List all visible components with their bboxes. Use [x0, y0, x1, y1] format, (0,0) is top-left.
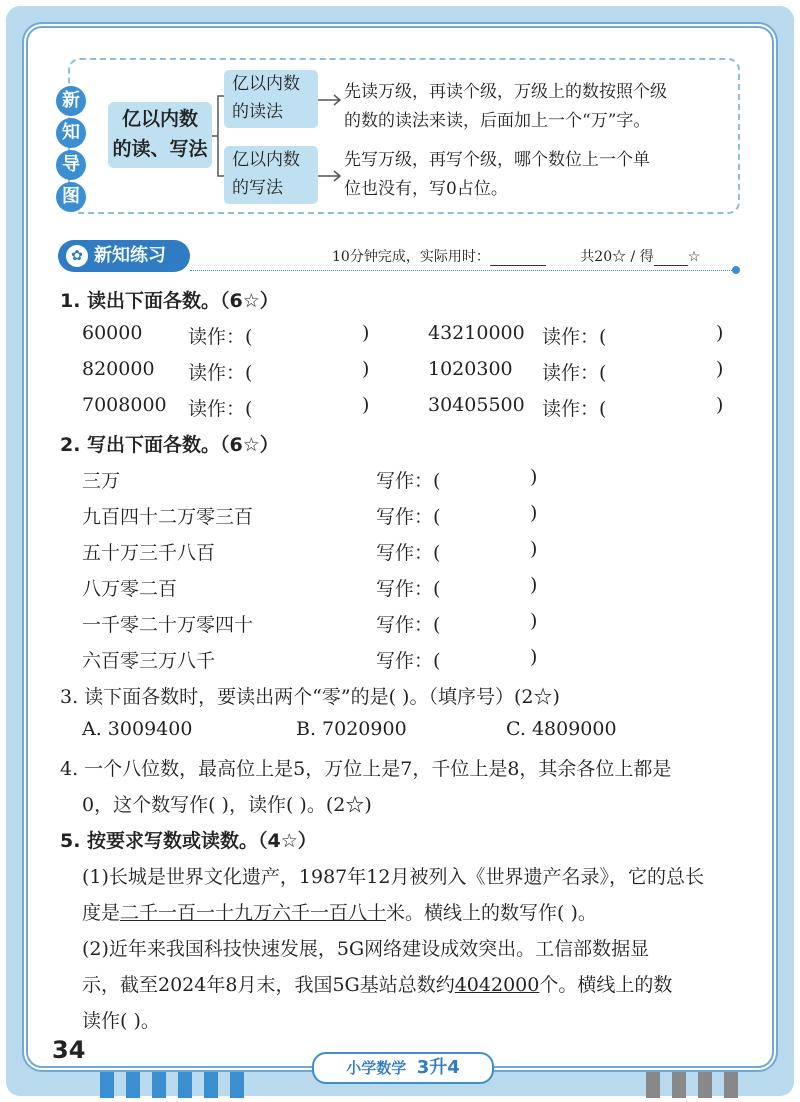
q2-write-label: 写作：(: [376, 542, 441, 564]
q2-close: ): [530, 538, 538, 560]
map-read-desc: [344, 78, 724, 136]
map-read-topic: [224, 70, 318, 128]
q3-option-b[interactable]: B. 7020900: [296, 718, 407, 740]
footer-stripe: [698, 1072, 712, 1098]
label-char: 知: [56, 118, 86, 148]
q5-p2-post: 个。横线上的数: [539, 974, 673, 996]
q1-number: 820000: [82, 358, 155, 380]
timer-line: [332, 246, 700, 266]
q2-close: ): [530, 610, 538, 632]
q3-title: 3. 读下面各数时，要读出两个“零”的是( )。（填序号）(2☆): [60, 686, 560, 708]
map-sub-line: 的读法: [232, 102, 283, 122]
desc-line: 的数的读法来读，后面加上一个“万”字。: [344, 111, 651, 131]
footer-stripe: [152, 1072, 166, 1098]
timer-text: 10分钟完成，实际用时：: [332, 249, 490, 265]
map-main-line: 的读、写法: [112, 138, 208, 160]
q1-number: 43210000: [428, 322, 525, 344]
q2-write-label: 写作：(: [376, 614, 441, 636]
footer-stripe: [724, 1072, 738, 1098]
map-write-topic: [224, 146, 318, 204]
q2-close: ): [530, 466, 538, 488]
q2-close: ): [530, 574, 538, 596]
q1-read-label: 读作：(: [542, 398, 607, 420]
time-blank[interactable]: [490, 265, 546, 266]
map-sub-line: 的写法: [232, 178, 283, 198]
divider-dot: [732, 266, 740, 274]
q2-words: 八万零二百: [82, 578, 178, 600]
q5-p2-line2: [82, 970, 672, 997]
q1-read-label: 读作：(: [188, 326, 253, 348]
medal-icon: ✿: [66, 245, 88, 267]
desc-line: 先写万级，再写个级，哪个数位上一个单: [344, 150, 650, 170]
q5-p2-line1: (2)近年来我国科技快速发展，5G网络建设成效突出。工信部数据显: [82, 938, 650, 960]
score-text: 共20☆ / 得: [580, 249, 654, 265]
book-subject: 小学数学: [346, 1059, 407, 1077]
q2-words: 五十万三千八百: [82, 542, 216, 564]
knowledge-map-label: [56, 86, 90, 214]
q2-title: 2. 写出下面各数。（6☆）: [60, 434, 279, 456]
q5-p2-pre: 示，截至2024年8月末，我国5G基站总数约: [82, 974, 455, 996]
map-main-topic: [108, 102, 212, 168]
q4-line2: 0，这个数写作( )，读作( )。(2☆): [82, 794, 372, 816]
q1-read-label: 读作：(: [188, 398, 253, 420]
q2-write-label: 写作：(: [376, 506, 441, 528]
q5-p1-line2: [82, 898, 597, 925]
label-char: 图: [56, 182, 86, 212]
q2-close: ): [530, 646, 538, 668]
q1-close: ): [716, 358, 724, 380]
q1-close: ): [362, 358, 370, 380]
q2-write-label: 写作：(: [376, 650, 441, 672]
book-title: [312, 1052, 494, 1084]
q1-number: 7008000: [82, 394, 167, 416]
q2-close: ): [530, 502, 538, 524]
q5-p1-post: 米。横线上的数写作( )。: [386, 902, 597, 924]
section-divider: [190, 270, 736, 271]
q1-read-label: 读作：(: [542, 362, 607, 384]
map-main-line: 亿以内数: [121, 108, 198, 130]
q4-line1: 4. 一个八位数，最高位上是5，万位上是7，千位上是8，其余各位上都是: [60, 758, 672, 780]
q1-close: ): [716, 394, 724, 416]
footer-stripe: [646, 1072, 660, 1098]
map-write-desc: [344, 146, 724, 204]
q1-number: 1020300: [428, 358, 513, 380]
map-sub-line: 亿以内数: [232, 74, 300, 94]
book-grade: 3升4: [416, 1057, 460, 1078]
section-banner: [58, 240, 190, 272]
section-title: 新知练习: [94, 245, 166, 266]
q1-number: 30405500: [428, 394, 525, 416]
q1-title: 1. 读出下面各数。（6☆）: [60, 290, 279, 312]
footer-stripe: [100, 1072, 114, 1098]
q5-p1-pre: 度是: [82, 902, 121, 924]
footer-stripe: [126, 1072, 140, 1098]
label-char: 新: [56, 86, 86, 116]
q2-words: 一千零二十万零四十: [82, 614, 254, 636]
q5-title: 5. 按要求写数或读数。（4☆）: [60, 830, 317, 852]
q1-read-label: 读作：(: [188, 362, 253, 384]
footer-stripe: [672, 1072, 686, 1098]
label-char: 导: [56, 150, 86, 180]
desc-line: 位也没有，写0占位。: [344, 179, 508, 199]
q2-write-label: 写作：(: [376, 578, 441, 600]
q5-p2-underlined: 4042000: [454, 974, 540, 996]
q3-option-c[interactable]: C. 4809000: [506, 718, 617, 740]
q2-words: 三万: [82, 470, 121, 492]
q1-close: ): [362, 322, 370, 344]
q2-write-label: 写作：(: [376, 470, 441, 492]
desc-line: 先读万级，再读个级，万级上的数按照个级: [344, 82, 667, 102]
footer-stripe: [230, 1072, 244, 1098]
q5-p2-line3: 读作( )。: [82, 1010, 160, 1032]
q1-close: ): [362, 394, 370, 416]
q2-words: 九百四十二万零三百: [82, 506, 254, 528]
q1-read-label: 读作：(: [542, 326, 607, 348]
page-number: 34: [52, 1036, 86, 1064]
q5-p1-line1: (1)长城是世界文化遗产，1987年12月被列入《世界遗产名录》，它的总长: [82, 866, 704, 888]
map-arrows: [318, 92, 344, 182]
footer-stripe: [178, 1072, 192, 1098]
score-blank[interactable]: [654, 265, 688, 266]
q5-p1-underlined: 二千一百一十九万六千一百八十: [120, 902, 387, 924]
q2-words: 六百零三万八千: [82, 650, 216, 672]
footer-stripe: [204, 1072, 218, 1098]
map-sub-line: 亿以内数: [232, 150, 300, 170]
star-icon: ☆: [687, 249, 701, 265]
q1-number: 60000: [82, 322, 143, 344]
q1-close: ): [716, 322, 724, 344]
q3-option-a[interactable]: A. 3009400: [82, 718, 193, 740]
